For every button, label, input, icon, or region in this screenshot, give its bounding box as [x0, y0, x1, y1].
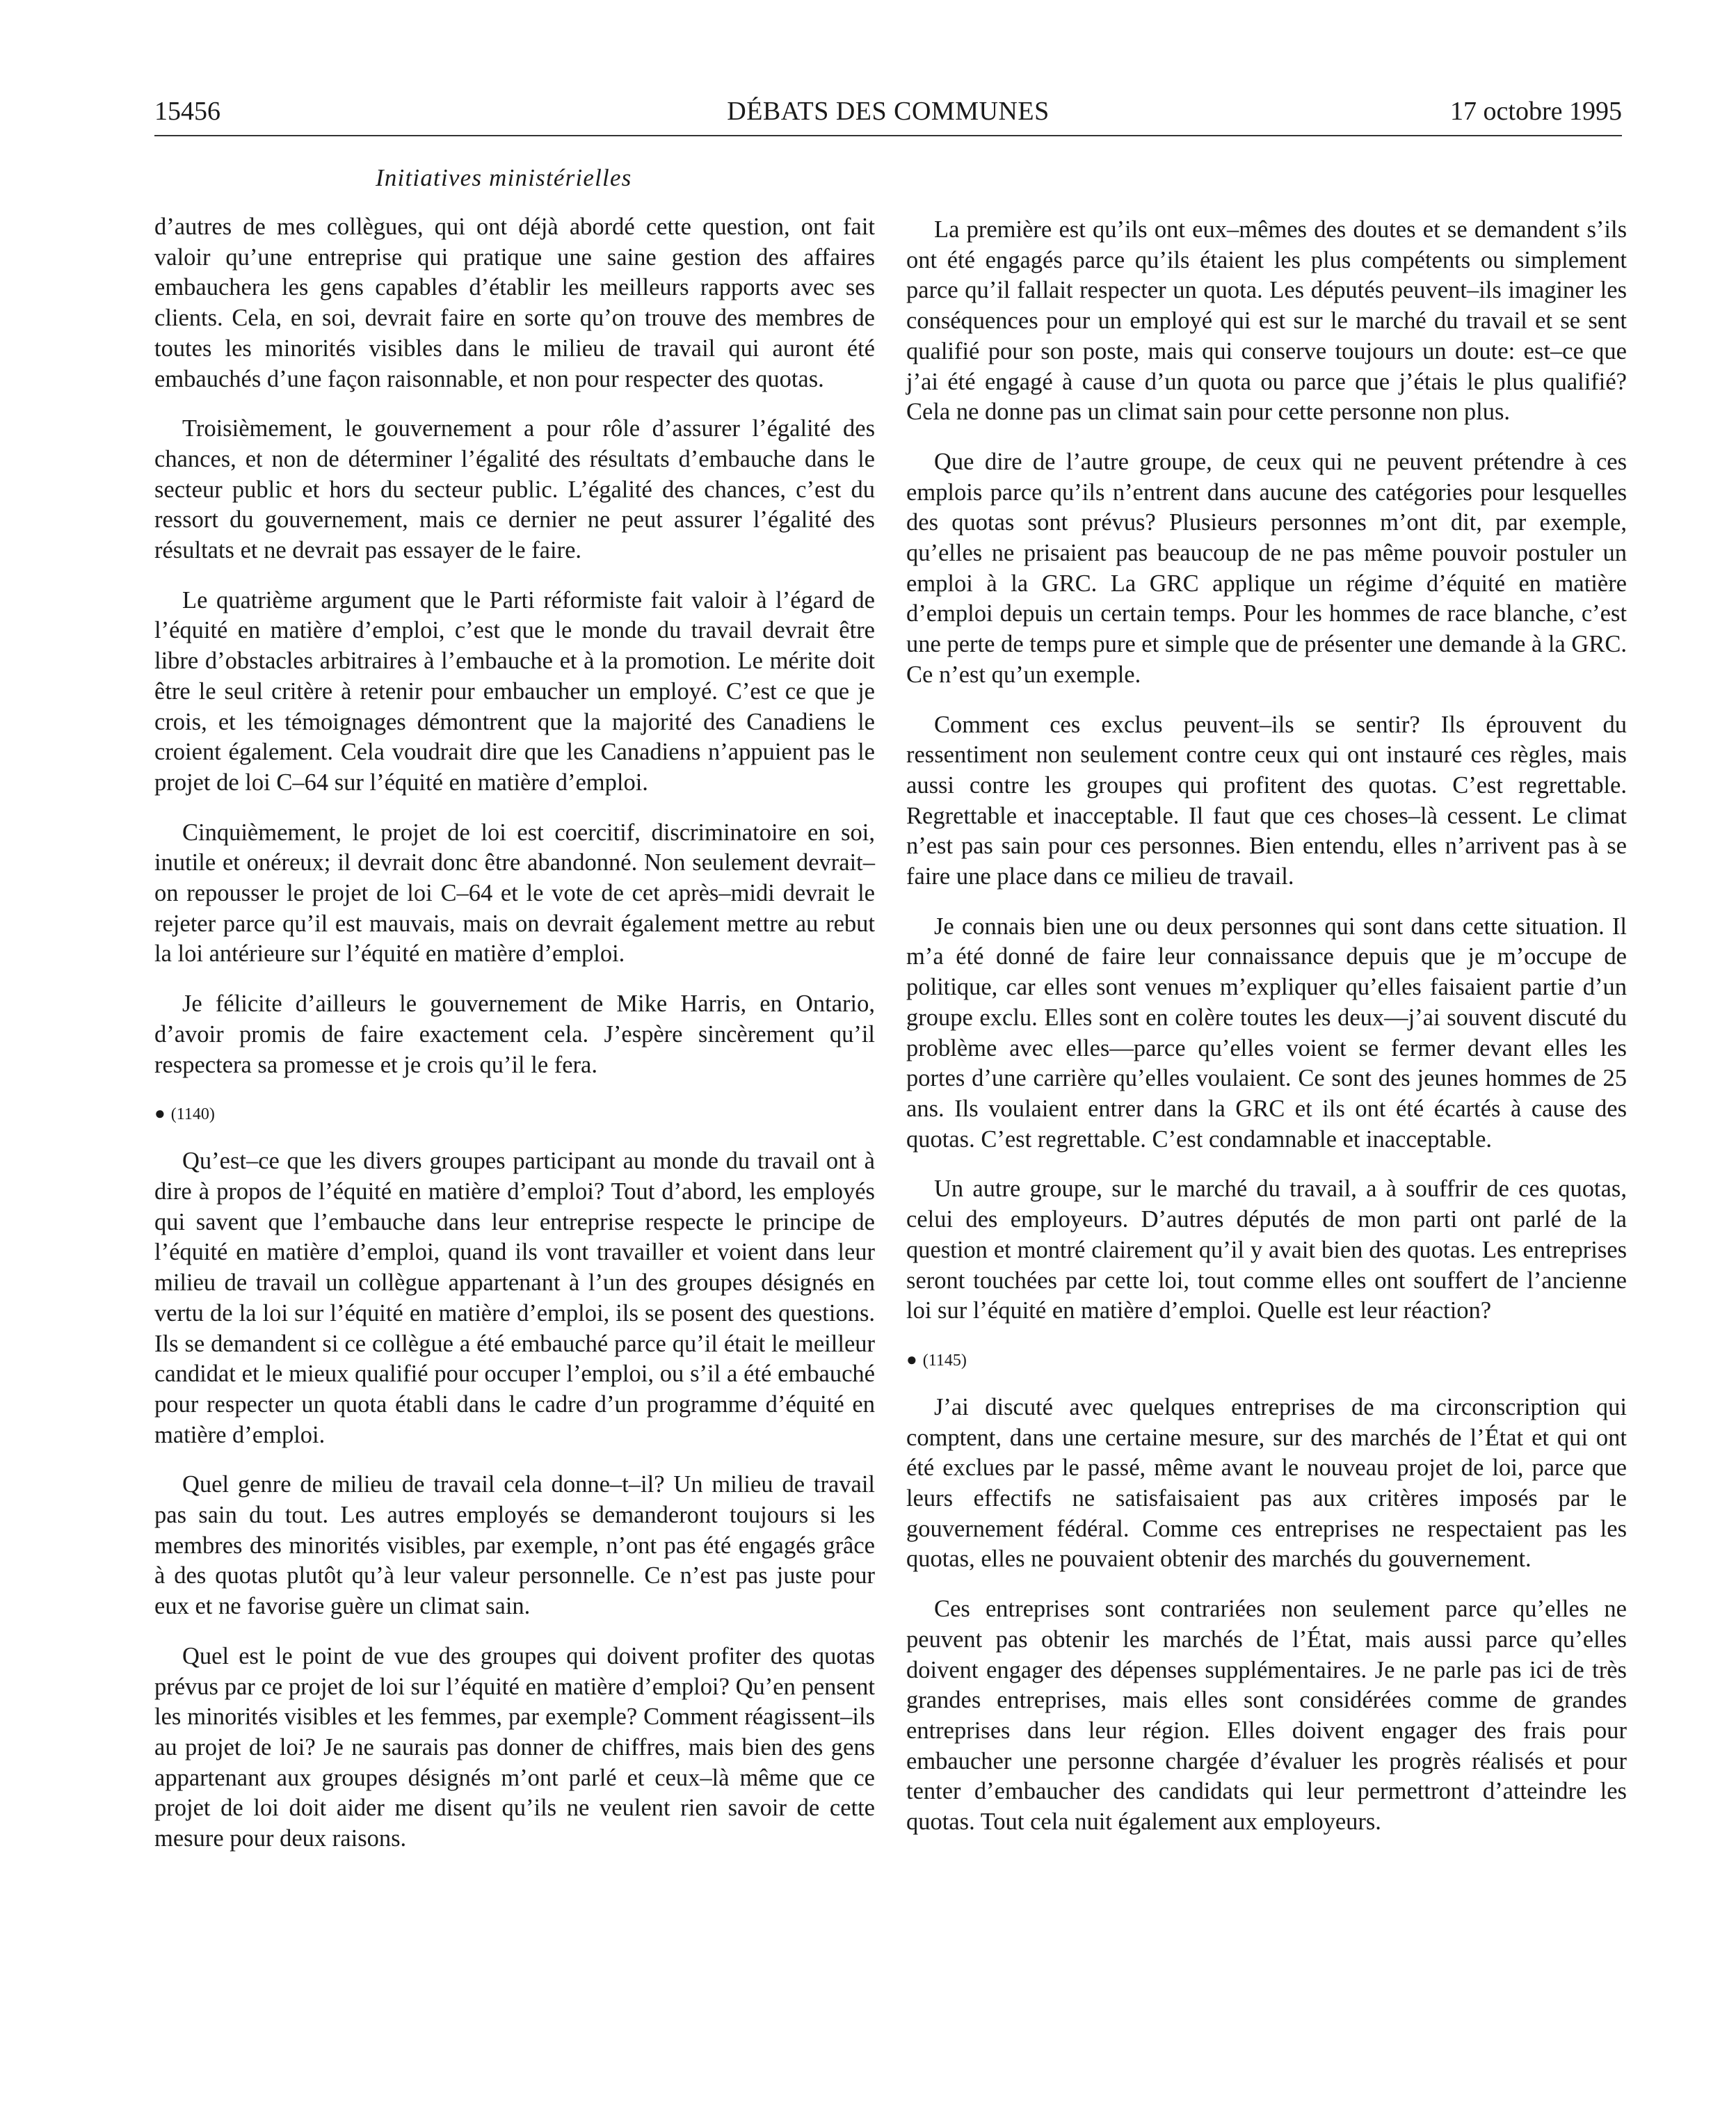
paragraph: La première est qu’ils ont eux–mêmes des doutes et se demandent s’ils ont été engagés parce qu’ils étaient les plus compétents ou simplement parce qu’il fallait respecter un quota. Les députés peuvent–ils imaginer les conséquences pour un employé qui est sur le marché du travail et se sent qualifié pour son poste, mais qui conserve toujours un doute: est–ce que j’ai été engagé à cause d’un quota ou parce que j’étais le plus qualifié? Cela ne donne pas un climat sain pour cette personne non plus.: [906, 216, 1627, 426]
paragraph: Que dire de l’autre groupe, de ceux qui ne peuvent prétendre à ces emplois parce qu’ils n’entrent dans aucune des catégories pour lesquelles des quotas sont prévus? Plusieurs personnes m’ont dit, par exemple, qu’elles ne prisaient pas beaucoup de ne pas même pouvoir postuler un emploi à la GRC. La GRC applique un régime d’équité en matière d’emploi depuis un certain temps. Pour les hommes de race blanche, c’est une perte de temps pure et simple que de présenter une demande à la GRC. Ce n’est qu’un exemple.: [906, 448, 1627, 688]
time-marker-label: (1145): [922, 1351, 967, 1370]
paragraph: Je connais bien une ou deux personnes qui sont dans cette situation. Il m’a été donné de faire leur connaissance depuis que je m’occupe de politique, car elles sont venues m’expliquer qu’elles faisaient partie d’un groupe exclu. Elles sont en colère toutes les deux—j’ai souvent discuté du problème avec elles—parce qu’elles voient se fermer devant elles les portes d’une carrière qu’elles voulaient. Ce sont des jeunes hommes de 25 ans. Ils voulaient entrer dans la GRC et ils ont été écartés à cause des quotas. C’est regrettable. C’est condamnable et inacceptable.: [906, 913, 1627, 1153]
paragraph: Cinquièmement, le projet de loi est coercitif, discriminatoire en soi, inutile et onéreux; il devrait donc être abandonné. Non seulement devrait–on repousser le projet de loi C–64 et le vote de cet après–midi devrait le rejeter parce qu’il est mauvais, mais on devrait également mettre au rebut la loi antérieure sur l’équité en matière d’emploi.: [154, 819, 875, 968]
time-marker: [906, 1346, 1627, 1374]
paragraph: Troisièmement, le gouvernement a pour rôle d’assurer l’égalité des chances, et non de déterminer l’égalité des résultats d’embauche dans le secteur public et hors du secteur public. L’égalité des chances, c’est du ressort du gouvernement, mais ce dernier ne peut assurer l’égalité des résultats et ne devrait pas essayer de le faire.: [154, 415, 875, 564]
paragraph: Quel est le point de vue des groupes qui doivent profiter des quotas prévus par ce projet de loi sur l’équité en matière d’emploi? Qu’en pensent les minorités visibles et les femmes, par exemple? Comment réagissent–ils au projet de loi? Je ne saurais pas donner de chiffres, mais bien des gens appartenant aux groupes désignés m’ont parlé et ceux–là même que ce projet de loi doit aider me disent qu’ils ne veulent rien savoir de cette mesure pour deux raisons.: [154, 1642, 875, 1852]
paragraph: Je félicite d’ailleurs le gouvernement de Mike Harris, en Ontario, d’avoir promis de faire exactement cela. J’espère sincèrement qu’il respectera sa promesse et je crois qu’il le fera.: [154, 991, 875, 1078]
publication-title: DÉBATS DES COMMUNES: [727, 97, 1050, 126]
paragraph: Le quatrième argument que le Parti réformiste fait valoir à l’égard de l’équité en matière d’emploi, c’est que le monde du travail devrait être libre d’obstacles arbitraires à l’embauche et à la promotion. Le mérite doit être le seul critère à retenir pour embaucher un employé. C’est ce que je crois, et les témoignages démontrent que la majorité des Canadiens le croient également. Cela voudrait dire que les Canadiens n’appuient pas le projet de loi C–64 sur l’équité en matière d’emploi.: [154, 586, 875, 796]
left-column: [154, 212, 875, 1874]
paragraph: Ces entreprises sont contrariées non seulement parce qu’elles ne peuvent pas obtenir les marchés de l’État, mais aussi parce qu’elles doivent engager des dépenses supplémentaires. Je ne parle pas ici de très grandes entreprises, mais elles sont considérées comme de grandes entreprises dans leur région. Elles doivent engager des frais pour embaucher une personne chargée d’évaluer les progrès réalisés et pour tenter d’embaucher des candidats qui leur permettront d’atteindre les quotas. Tout cela nuit également aux employeurs.: [906, 1596, 1627, 1836]
page-number: 15456: [154, 97, 220, 126]
paragraph: Un autre groupe, sur le marché du travail, a à souffrir de ces quotas, celui des employeurs. D’autres députés de mon parti ont parlé de la question et montré clairement qu’il y avait bien des quotas. Les entreprises seront touchées par cette loi, tout comme elles ont souffert de l’ancienne loi sur l’équité en matière d’emploi. Quelle est leur réaction?: [906, 1176, 1627, 1324]
time-marker: [154, 1100, 875, 1128]
paragraph: J’ai discuté avec quelques entreprises de ma circonscription qui comptent, dans une certaine mesure, sur des marchés de l’État et qui ont été exclues par le passé, même avant le nouveau projet de loi, parce que leurs effectifs ne satisfaisaient pas aux critères imposés par le gouvernement fédéral. Comme ces entreprises ne respectaient pas les quotas, elles ne pouvaient obtenir des marchés du gouvernement.: [906, 1393, 1627, 1573]
time-marker-label: (1140): [170, 1105, 215, 1124]
bullet-icon: ●: [154, 1103, 166, 1124]
paragraph: d’autres de mes collègues, qui ont déjà abordé cette question, ont fait valoir qu’une entreprise qui pratique une saine gestion des affaires embauchera les gens capables d’établir les meilleurs rapports avec ses clients. Cela, en soi, devrait faire en sorte qu’on trouve des membres de toutes les minorités visibles dans le milieu de travail qui auront été embauchés d’une façon raisonnable, et non pour respecter des quotas.: [154, 214, 875, 392]
page-header: [154, 93, 1622, 136]
paragraph: Qu’est–ce que les divers groupes participant au monde du travail ont à dire à propos de l’équité en matière d’emploi? Tout d’abord, les employés qui savent que l’embauche dans leur entreprise respecte le principe de l’équité en matière d’emploi, quand ils vont travailler et voient dans leur milieu de travail un collègue appartenant à l’un des groupes désignés en vertu de la loi sur l’équité en matière d’emploi, ils se posent des questions. Ils se demandent si ce collègue a été embauché parce qu’il était le meilleur candidat et le mieux qualifié pour occuper l’emploi, ou s’il a été embauché pour respecter un quota établi dans le cadre d’un programme d’équité en matière d’emploi.: [154, 1148, 875, 1448]
section-title: Initiatives ministérielles: [376, 164, 632, 191]
right-column: [906, 215, 1627, 1857]
publication-date: 17 octobre 1995: [1450, 97, 1622, 126]
bullet-icon: ●: [906, 1349, 917, 1370]
paragraph: Quel genre de milieu de travail cela donne–t–il? Un milieu de travail pas sain du tout. Les autres employés se demanderont toujours si les membres des minorités visibles, par exemple, n’ont pas été engagés grâce à des quotas plutôt qu’à leur valeur personnelle. Ce n’est pas juste pour eux et ne favorise guère un climat sain.: [154, 1471, 875, 1620]
paragraph: Comment ces exclus peuvent–ils se sentir? Ils éprouvent du ressentiment non seulement contre ceux qui ont instauré ces règles, mais aussi contre les groupes qui profitent des quotas. C’est regrettable. Regrettable et inacceptable. Il faut que ces choses–là cessent. Le climat n’est pas sain pour ces personnes. Bien entendu, elles n’arrivent pas à se faire une place dans ce milieu de travail.: [906, 711, 1627, 890]
